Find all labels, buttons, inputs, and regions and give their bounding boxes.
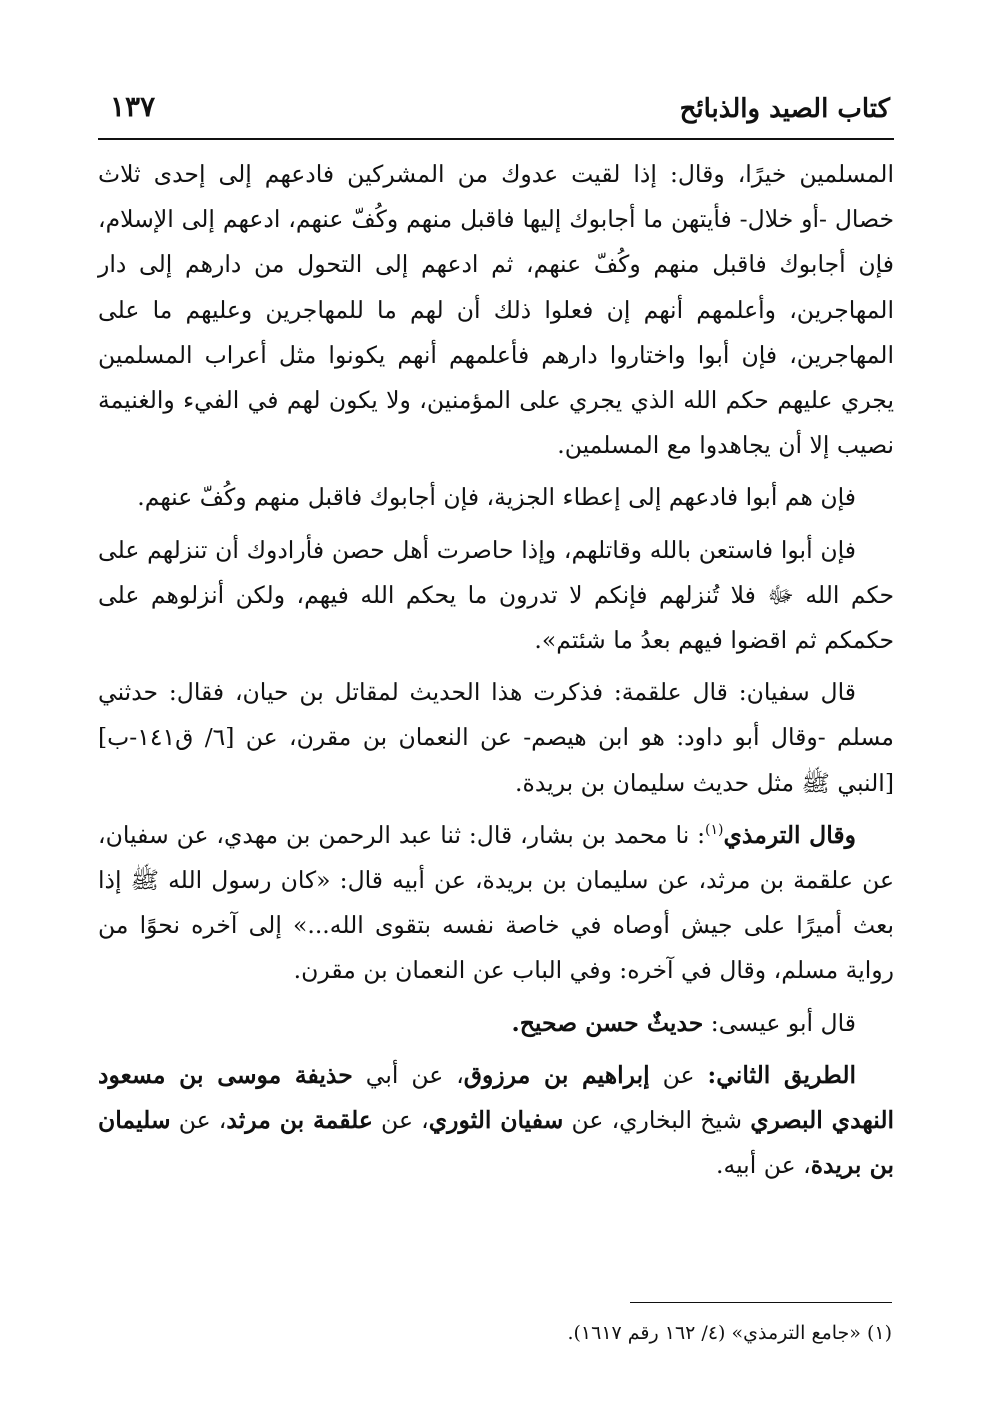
tirmidhi-paragraph [98, 813, 894, 994]
second-path-paragraph [98, 1053, 894, 1189]
page-number: ١٣٧ [110, 90, 156, 123]
paragraph: المسلمين خيرًا، وقال: إذا لقيت عدوك من المشركين فادعهم إلى إحدى ثلاث خصال -أو خلال- فأيتهن ما أجابوك إليها فاقبل منهم وكُفّ عنهم، ادعهم إلى الإسلام، فإن أجابوك فاقبل منهم وكُفّ عنهم، ثم ادعهم إلى التحول من دارهم إلى دار المهاجرين، وأعلمهم أنهم إن فعلوا ذلك أن لهم ما للمهاجرين وعليهم ما على المهاجرين، فإن أبوا واختاروا دارهم فأعلمهم أنهم يكونوا مثل أعراب المسلمين يجري عليهم حكم الله الذي يجري على المؤمنين، ولا يكون لهم في الفيء والغنيمة نصيب إلا أن يجاهدوا مع المسلمين. [98, 160, 894, 460]
paragraph: فإن أبوا فاستعن بالله وقاتلهم، وإذا حاصرت أهل حصن فأرادوك أن تنزلهم على حكم الله ﷻ فلا تُنزلهم فإنكم لا تدرون ما يحكم الله فيهم، ولكن أنزلوهم على حكمكم ثم اقضوا فيهم بعدُ ما شئتم». [98, 535, 894, 655]
path-heading: الطريق الثاني: [707, 1060, 857, 1089]
text-span: ، عن [170, 1106, 227, 1135]
text-span: عن [649, 1060, 708, 1089]
footnote: (١) «جامع الترمذي» (٤/ ١٦٢ رقم ١٦١٧). [567, 1322, 892, 1344]
tirmidhi-lead: وقال الترمذي [723, 820, 856, 849]
text-span: شيخ البخاري، عن [563, 1106, 751, 1135]
text-span: ، عن [372, 1106, 429, 1135]
paragraph: فإن هم أبوا فادعهم إلى إعطاء الجزية، فإن أجابوك فاقبل منهم وكُفّ عنهم. [137, 483, 856, 512]
main-text [98, 152, 894, 1188]
running-title: كتاب الصيد والذبائح [679, 94, 890, 124]
narrator-name: حذيفة موسى بن مسعود النهدي البصري [98, 1060, 895, 1135]
text-span: ، عن أبيه. [716, 1151, 811, 1180]
footnote-rule [630, 1302, 892, 1303]
footnote-marker: (١) [705, 822, 724, 839]
narrator-name: سفيان الثوري [428, 1106, 564, 1135]
header-rule [98, 138, 894, 140]
narrator-name: إبراهيم بن مرزوق [463, 1060, 650, 1089]
narrator-name: علقمة بن مرثد [226, 1106, 373, 1135]
narrator-name: سليمان بن بريدة [98, 1106, 894, 1180]
tirmidhi-text: : نا محمد بن بشار، قال: ثنا عبد الرحمن بن مهدي، عن سفيان، عن علقمة بن مرثد، عن سليمان بن بريدة، عن أبيه قال: «كان رسول الله ﷺ إذا بعث أميرًا على جيش أوصاه في خاصة نفسه بتقوى الله...» إلى آخره نحوًا من رواية مسلم، وقال في آخره: وفي الباب عن النعمان بن مقرن. [98, 820, 894, 985]
abu-isa-paragraph [98, 1001, 894, 1046]
hadith-grade: حديثٌ حسن صحيح. [511, 1008, 704, 1037]
page-header [100, 80, 890, 136]
text-span: ، عن أبي [352, 1060, 464, 1089]
paragraph: قال سفيان: قال علقمة: فذكرت هذا الحديث لمقاتل بن حيان، فقال: حدثني مسلم -وقال أبو داود: هو ابن هيصم- عن النعمان بن مقرن، عن [٦/ ق١٤١-ب] [النبي ﷺ مثل حديث سليمان بن بريدة. [98, 678, 894, 797]
abu-isa-lead: قال أبو عيسى: [710, 1008, 856, 1037]
